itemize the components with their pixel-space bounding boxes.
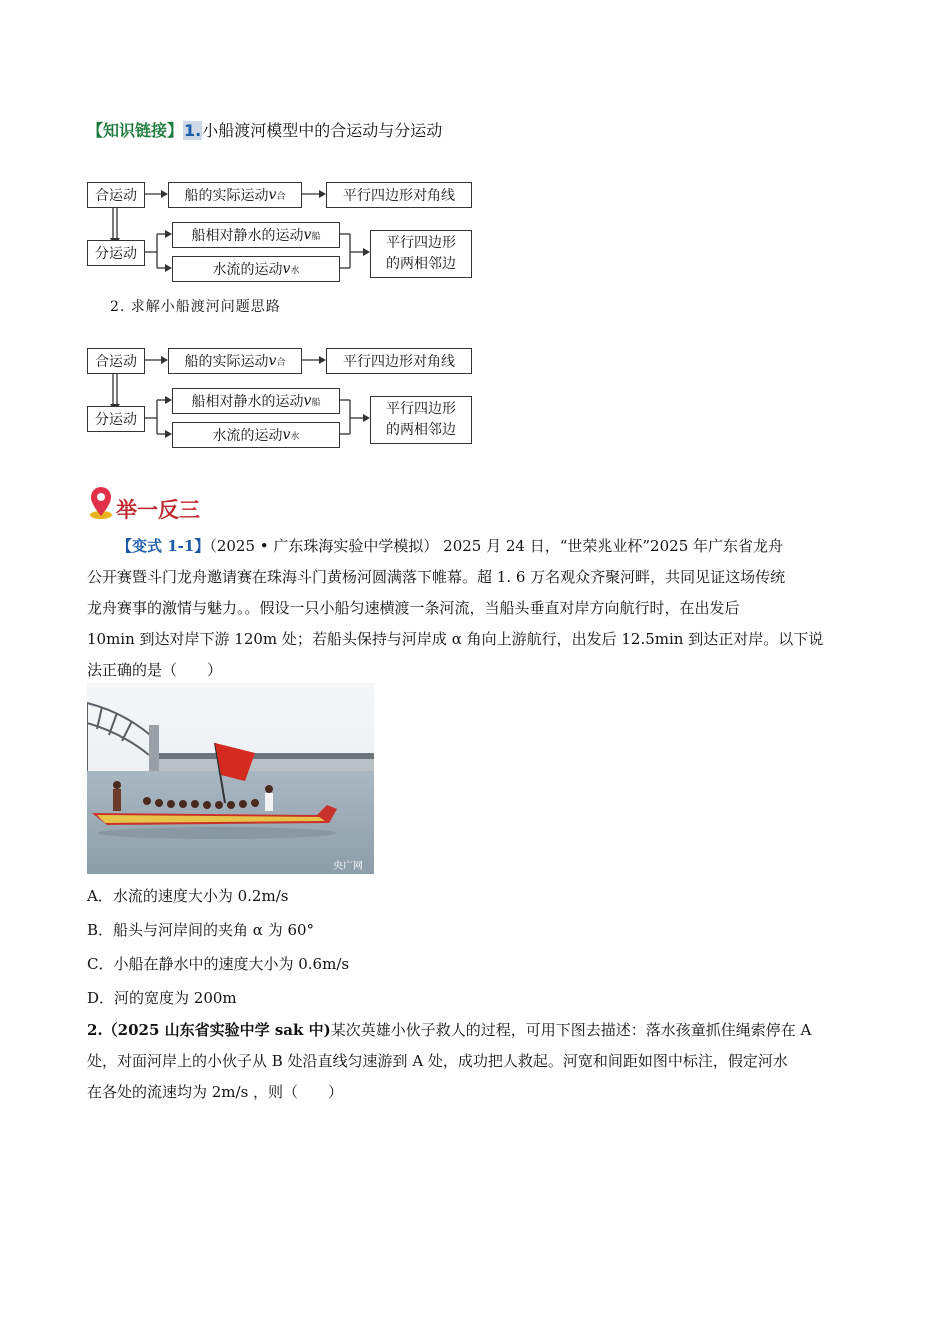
still-water-motion-box: 船相对静水的运动 v 船 [172, 222, 340, 248]
actual-motion-box: 船的实际运动 v 合 [168, 348, 302, 374]
q2-prefix: 2.（2025 山东省实验中学 sak 中) [87, 1021, 331, 1039]
q1-line-3: 龙舟赛事的激情与魅力。。假设一只小船匀速横渡一条河流，当船头垂直对岸方向航行时，在出发后 [87, 599, 740, 617]
option-d: D．河的宽度为 200m [87, 989, 237, 1007]
q1-tag: 【变式 1-1】 [117, 537, 210, 555]
section-title: 举一反三 [116, 498, 200, 522]
diagonal-box: 平行四边形对角线 [326, 348, 472, 374]
component-motion-box: 分运动 [87, 406, 145, 432]
q2-line-1: 2.（2025 山东省实验中学 sak 中)某次英雄小伙子救人的过程，可用下图去描述：落水孩童抓住绳索停在 A [87, 1021, 812, 1039]
photo-watermark: 央广网 [333, 861, 363, 872]
water-flow-box: 水流的运动 v 水 [172, 422, 340, 448]
water-flow-box: 水流的运动 v 水 [172, 256, 340, 282]
option-b: B．船头与河岸间的夹角 α 为 60° [87, 921, 315, 939]
knowledge-title: 小船渡河模型中的合运动与分运动 [202, 121, 443, 140]
component-motion-box: 分运动 [87, 240, 145, 266]
motion-diagram-2 [0, 344, 950, 449]
question-2 [87, 1015, 872, 1108]
location-pin-icon [88, 486, 114, 520]
step-2-heading: 2. 求解小船渡河问题思路 [110, 299, 281, 315]
q1-line-1: 【变式 1-1】（2025 • 广东珠海实验中学模拟） 2025 月 24 日，“世荣兆业杯”2025 年广东省龙舟 [117, 537, 784, 555]
knowledge-heading [87, 118, 442, 141]
motion-diagram-1 [0, 178, 950, 283]
option-c: C．小船在静水中的速度大小为 0.6m/s [87, 955, 350, 973]
diagonal-box: 平行四边形对角线 [326, 182, 472, 208]
adjacent-sides-box: 平行四边形 的两相邻边 [370, 230, 472, 278]
q2-line-3: 在各处的流速均为 2m/s ，则（ ） [87, 1083, 344, 1101]
composite-motion-box: 合运动 [87, 182, 145, 208]
composite-motion-box: 合运动 [87, 348, 145, 374]
dragon-boat-photo [87, 683, 374, 874]
adjacent-sides-box: 平行四边形 的两相邻边 [370, 396, 472, 444]
q1-line-2: 公开赛暨斗门龙舟邀请赛在珠海斗门黄杨河圆满落下帷幕。超 1. 6 万名观众齐聚河畔，共同见证这场传统 [87, 568, 786, 586]
q2-line-2: 处，对面河岸上的小伙子从 B 处沿直线匀速游到 A 处，成功把人救起。河宽和间距如图中标注，假定河水 [87, 1052, 788, 1070]
actual-motion-box: 船的实际运动 v 合 [168, 182, 302, 208]
q1-line-4: 10min 到达对岸下游 120m 处；若船头保持与河岸成 α 角向上游航行，出发后 12.5min 到达正对岸。以下说 [87, 630, 824, 648]
option-a: A．水流的速度大小为 0.2m/s [87, 887, 289, 905]
knowledge-num: 1. [184, 121, 202, 140]
knowledge-tag: 【知识链接】 [87, 121, 184, 140]
q1-line-5: 法正确的是（ ） [87, 661, 223, 679]
question-1 [87, 531, 867, 686]
still-water-motion-box: 船相对静水的运动 v 船 [172, 388, 340, 414]
